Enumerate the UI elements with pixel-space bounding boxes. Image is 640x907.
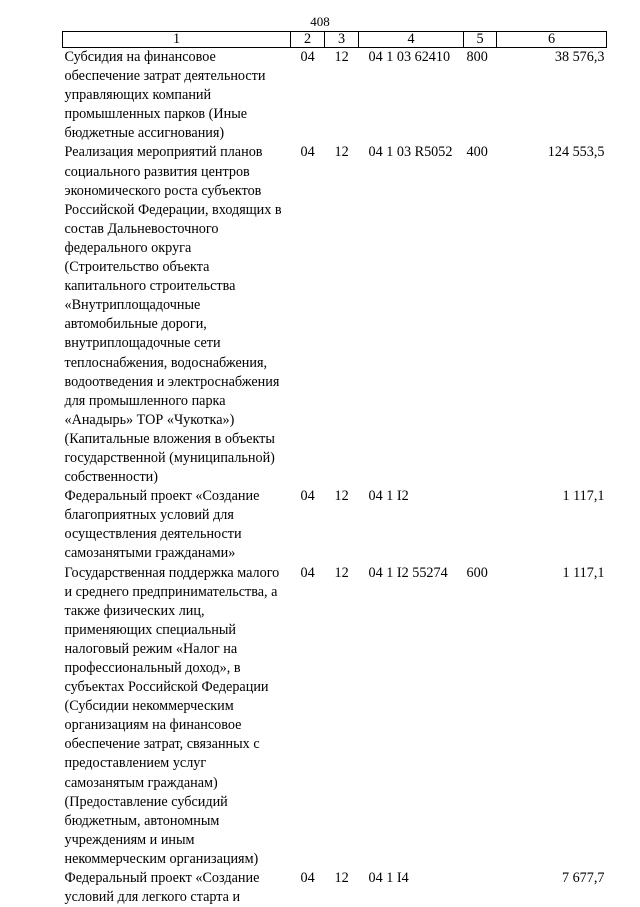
row-rz: 04: [300, 564, 315, 581]
row-csr: 04 1 03 R5052: [368, 144, 453, 161]
row-vr: [464, 487, 497, 563]
column-header-name: 1: [63, 32, 291, 48]
row-csr: 04 1 03 62410: [368, 49, 451, 65]
row-vr: 600: [466, 564, 488, 581]
row-rz: 04: [300, 144, 315, 161]
row-pr: 12: [334, 564, 349, 581]
row-vr: 400: [466, 144, 488, 161]
row-csr: 04 1 I2 55274: [368, 564, 448, 581]
table-row: [63, 487, 607, 563]
column-header-amount: 6: [497, 32, 607, 48]
row-pr: 12: [334, 144, 349, 161]
table-row: [63, 564, 607, 870]
column-header-rz: 2: [291, 32, 325, 48]
row-pr: 12: [334, 49, 349, 65]
row-rz: 04: [300, 870, 315, 887]
row-name: Федеральный проект «Создание благоприятных условий для осуществления деятельности самозанятыми гражданами»: [64, 488, 260, 562]
row-pr: 12: [334, 870, 349, 887]
table-row: [63, 869, 607, 907]
row-vr: 800: [466, 49, 488, 65]
row-amount: 1 117,1: [562, 488, 605, 505]
row-amount: 38 576,3: [554, 49, 605, 65]
row-name: Субсидия на финансовое обеспечение затрат деятельности управляющих компаний промышленных парков (Иные бюджетные ассигнования): [64, 49, 266, 142]
row-name: Государственная поддержка малого и среднего предпринимательства, а также физических лиц, применяющих специальный налоговый режим «Налог на профессиональный доход», в субъектах Российской Федерации (Субсидии некоммерческим организациям на финансовое обеспечение затрат, связанных с предоставлением услуг самозанятым гражданам) (Предоставление субсидий бюджетным, автономным учреждениям и иным некоммерческим организациям): [64, 564, 280, 867]
column-header-vr: 5: [464, 32, 497, 48]
row-rz: 04: [300, 49, 315, 65]
table-row: [63, 48, 607, 144]
page-number: 408: [310, 14, 330, 29]
row-amount: 1 117,1: [562, 564, 605, 581]
column-header-csr: 4: [359, 32, 464, 48]
table-header-row: [63, 32, 607, 48]
column-header-pr: 3: [325, 32, 359, 48]
row-amount: 7 677,7: [561, 870, 605, 887]
table-row: [63, 143, 607, 487]
row-name: Реализация мероприятий планов социального развития центров экономического роста субъектов Российской Федерации, входящих в состав Дальневосточного федерального округа (Строительство объекта капитального строительства «Внутриплощадочные автомобильные дороги, внутриплощадочные сети теплоснабжения, водоснабжения, водоотведения и электроснабжения для промышленного парка «Анадырь» ТОР «Чукотка») (Капитальные вложения в объекты государственной (муниципальной) собственности): [64, 144, 282, 486]
row-vr: [464, 869, 497, 907]
row-name: Федеральный проект «Создание условий для легкого старта и: [64, 870, 260, 906]
row-pr: 12: [334, 488, 349, 505]
row-amount: 124 553,5: [547, 144, 605, 161]
row-csr: 04 1 I4: [368, 870, 409, 887]
row-csr: 04 1 I2: [368, 488, 409, 505]
budget-table: [62, 31, 607, 907]
row-rz: 04: [300, 488, 315, 505]
